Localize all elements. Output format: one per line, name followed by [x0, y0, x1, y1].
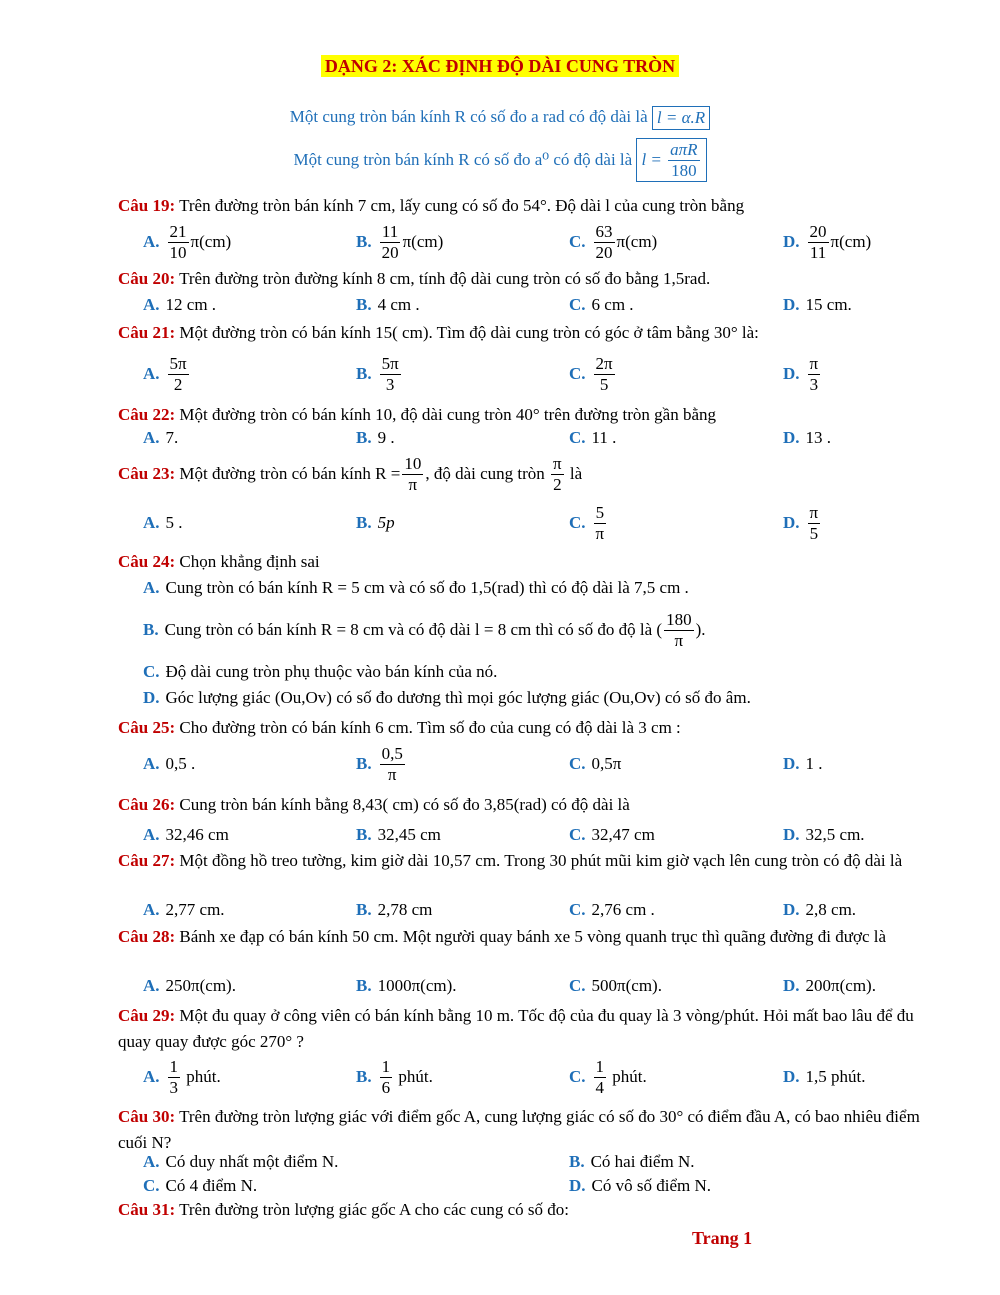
option-label: C. [569, 364, 586, 383]
text: 32,46 cm [165, 825, 229, 844]
text: Cung tròn có bán kính R = 8 cm và có độ dài l = 8 cm thì có số đo độ là ( [164, 620, 663, 639]
options-25 [143, 744, 943, 784]
fraction-numerator: 5 [595, 502, 605, 522]
text: 500π(cm). [591, 976, 662, 995]
option-label: B. [356, 232, 372, 251]
question-label: Câu 26: [118, 795, 176, 814]
question-27 [118, 848, 938, 874]
option-label: D. [783, 754, 800, 773]
option-label: D. [783, 900, 800, 919]
fraction-numerator: 5π [381, 353, 399, 373]
text: 1000π(cm). [377, 976, 457, 995]
option-d [569, 1174, 711, 1198]
text: ). [695, 620, 706, 639]
fraction-numerator: 21 [169, 221, 187, 241]
option-24-a [143, 575, 943, 601]
text: DẠNG 2: XÁC ĐỊNH ĐỘ DÀI CUNG TRÒN [321, 55, 679, 77]
option-label: A. [143, 900, 160, 919]
fraction-numerator: 0,5 [381, 743, 403, 763]
option-label: D. [783, 1067, 800, 1086]
text: Cung tròn bán kính bằng 8,43( cm) có số đo 3,85(rad) có độ dài là [179, 795, 630, 814]
fraction-denominator: π [408, 474, 418, 494]
option-label: A. [143, 825, 160, 844]
question-label: Câu 31: [118, 1200, 176, 1219]
text: Một cung tròn bán kính R có số đo a⁰ có độ dài là [293, 150, 633, 170]
text: Có 4 điểm N. [165, 1176, 258, 1195]
text: 2,78 cm [377, 900, 433, 919]
fraction-numerator: 2π [595, 353, 613, 373]
text: π(cm) [402, 232, 444, 251]
option-b [356, 354, 403, 394]
fraction [168, 1057, 181, 1097]
option-label: D. [783, 825, 800, 844]
option-label: C. [143, 662, 160, 681]
fraction-numerator: 1 [381, 1056, 391, 1076]
fraction-numerator: 63 [595, 221, 613, 241]
option-b [356, 897, 432, 923]
question-label: Câu 30: [118, 1107, 176, 1126]
text: Cung tròn có bán kính R = 5 cm và có số đo 1,5(rad) thì có độ dài là 7,5 cm . [165, 578, 689, 597]
question-label: Câu 19: [118, 196, 176, 215]
text: Một đường tròn có bán kính 15( cm). Tìm độ dài cung tròn có góc ở tâm bằng 30° là: [179, 323, 759, 342]
option-label: B. [356, 825, 372, 844]
fraction [402, 454, 423, 494]
options-22 [143, 425, 943, 451]
option-c [569, 972, 662, 1000]
option-label: B. [356, 1067, 372, 1086]
fraction [380, 354, 401, 394]
option-c [569, 503, 608, 543]
question-label: Câu 25: [118, 718, 176, 737]
options-21 [143, 354, 943, 394]
option-b [356, 222, 443, 262]
option-d [783, 822, 865, 848]
option-24-d [143, 685, 943, 711]
fraction-denominator: π [674, 630, 684, 650]
fraction-denominator: 4 [595, 1077, 605, 1097]
fraction-numerator: 10 [404, 453, 422, 473]
option-label: B. [356, 364, 372, 383]
fraction-denominator: 6 [381, 1077, 391, 1097]
text: Một đường tròn có bán kính 10, độ dài cung tròn 40° trên đường tròn gần bằng [179, 405, 717, 424]
option-c [569, 822, 655, 848]
fraction [668, 140, 699, 180]
option-a [143, 972, 236, 1000]
option-label: D. [569, 1176, 586, 1195]
option-a [143, 1150, 338, 1174]
fraction-numerator: 5π [169, 353, 187, 373]
text: , độ dài cung tròn [425, 464, 545, 483]
question-label: Câu 21: [118, 323, 176, 342]
option-c [143, 1174, 257, 1198]
text: 200π(cm). [805, 976, 876, 995]
option-b [356, 744, 407, 784]
option-d [783, 354, 822, 394]
text: 32,45 cm [377, 825, 441, 844]
fraction-denominator: 20 [595, 242, 613, 262]
fraction [808, 503, 821, 543]
options-30-row2 [143, 1174, 943, 1198]
text: 9 . [377, 428, 395, 447]
fraction-numerator: π [809, 502, 819, 522]
text: π(cm) [190, 232, 232, 251]
fraction [380, 222, 401, 262]
option-label: C. [569, 428, 586, 447]
option-c [569, 354, 617, 394]
fraction-denominator: 2 [173, 374, 183, 394]
text: là [569, 464, 583, 483]
formula-radian [0, 106, 1000, 130]
option-b [356, 972, 457, 1000]
fraction-numerator: aπR [670, 140, 698, 159]
text: 0,5π [591, 754, 622, 773]
options-28 [143, 972, 943, 1000]
text: 5 . [165, 513, 183, 532]
option-label: A. [143, 428, 160, 447]
option-d [783, 972, 876, 1000]
text: 12 cm . [165, 295, 217, 314]
fraction-numerator: 1 [595, 1056, 605, 1076]
question-label: Câu 22: [118, 405, 176, 424]
formula-degree-box [636, 138, 706, 182]
fraction-numerator: 1 [169, 1056, 179, 1076]
fraction [551, 454, 564, 494]
option-24-b [143, 608, 943, 652]
option-label: C. [569, 754, 586, 773]
option-label: A. [143, 295, 160, 314]
page-number: Trang 1 [692, 1228, 753, 1248]
fraction-denominator: π [387, 764, 397, 784]
text: π(cm) [830, 232, 872, 251]
option-a [143, 222, 231, 262]
fraction [664, 610, 694, 650]
option-label: C. [569, 976, 586, 995]
text: 7. [165, 428, 179, 447]
option-c [569, 897, 655, 923]
text: π(cm) [616, 232, 658, 251]
option-label: C. [143, 1176, 160, 1195]
option-label: C. [569, 513, 586, 532]
fraction [594, 354, 615, 394]
fraction [168, 222, 189, 262]
fraction-denominator: 11 [809, 242, 827, 262]
text: Trên đường tròn bán kính 7 cm, lấy cung có số đo 54°. Độ dài l của cung tròn bằng [179, 196, 745, 215]
text: Góc lượng giác (Ou,Ov) có số đo dương thì mọi góc lượng giác (Ou,Ov) có số đo âm. [165, 688, 751, 707]
fraction [168, 354, 189, 394]
fraction [808, 222, 829, 262]
option-label: B. [356, 513, 372, 532]
option-a [143, 744, 195, 784]
fraction-denominator: 2 [553, 474, 562, 494]
question-label: Câu 28: [118, 927, 176, 946]
fraction-denominator: 10 [169, 242, 187, 262]
question-21 [118, 320, 938, 346]
fraction-denominator: 3 [809, 374, 819, 394]
option-label: A. [143, 754, 160, 773]
option-a [143, 425, 178, 451]
option-label: A. [143, 578, 160, 597]
question-30 [118, 1104, 938, 1156]
question-28 [118, 924, 938, 950]
question-23 [118, 452, 918, 496]
option-a [143, 354, 191, 394]
text: Trên đường tròn đường kính 8 cm, tính độ dài cung tròn có số đo bằng 1,5rad. [179, 269, 711, 288]
text: 11 . [591, 428, 617, 447]
fraction [594, 222, 615, 262]
options-19 [143, 222, 943, 262]
option-label: C. [569, 232, 586, 251]
option-label: D. [783, 976, 800, 995]
options-26 [143, 822, 943, 848]
option-label: D. [783, 295, 800, 314]
option-d [783, 744, 823, 784]
option-a [143, 1057, 221, 1097]
fraction-numerator: π [553, 453, 562, 473]
option-a [143, 503, 183, 543]
formula-radian-box: l = α.R [652, 106, 710, 130]
option-d [783, 897, 856, 923]
option-label: C. [569, 1067, 586, 1086]
question-label: Câu 20: [118, 269, 176, 288]
question-19 [118, 193, 938, 219]
fraction-denominator: 180 [671, 160, 697, 180]
text: 13 . [805, 428, 832, 447]
text: 15 cm. [805, 295, 852, 314]
option-b [569, 1150, 694, 1174]
option-d [783, 1057, 866, 1097]
fraction-denominator: π [595, 523, 605, 543]
fraction-numerator: 20 [809, 221, 827, 241]
option-label: A. [143, 1152, 160, 1171]
option-label: C. [569, 825, 586, 844]
text: Một đồng hồ treo tường, kim giờ dài 10,57 cm. Trong 30 phút mũi kim giờ vạch lên cung tròn có độ dài là [179, 851, 903, 870]
text: 5p [377, 513, 395, 532]
text: Có duy nhất một điểm N. [165, 1152, 339, 1171]
text: 32,47 cm [591, 825, 655, 844]
option-c [569, 292, 634, 318]
text: Bánh xe đạp có bán kính 50 cm. Một người quay bánh xe 5 vòng quanh trục thì quãng đường đi được là [179, 927, 887, 946]
options-23 [143, 503, 943, 543]
option-c [569, 744, 621, 784]
option-24-c [143, 659, 943, 685]
text: Độ dài cung tròn phụ thuộc vào bán kính của nó. [165, 662, 498, 681]
text: 0,5 . [165, 754, 196, 773]
option-label: B. [356, 976, 372, 995]
text: Trên đường tròn lượng giác gốc A cho các cung có số đo: [179, 1200, 569, 1219]
text: Cho đường tròn có bán kính 6 cm. Tìm số đo của cung có độ dài là 3 cm : [179, 718, 681, 737]
text: 2,77 cm. [165, 900, 225, 919]
option-c [569, 1057, 647, 1097]
option-b [356, 292, 420, 318]
option-b [356, 425, 395, 451]
fraction [380, 744, 405, 784]
option-a [143, 292, 216, 318]
text: 250π(cm). [165, 976, 236, 995]
option-label: A. [143, 232, 160, 251]
fraction [380, 1057, 393, 1097]
fraction-denominator: 3 [169, 1077, 179, 1097]
option-label: D. [783, 513, 800, 532]
text: 2,76 cm . [591, 900, 655, 919]
question-label: Câu 27: [118, 851, 176, 870]
question-26 [118, 792, 938, 818]
option-b [356, 822, 441, 848]
fraction [808, 354, 821, 394]
question-29 [118, 1003, 938, 1055]
question-label: Câu 29: [118, 1006, 176, 1025]
option-label: C. [569, 900, 586, 919]
fraction [594, 503, 607, 543]
fraction [594, 1057, 607, 1097]
option-label: A. [143, 976, 160, 995]
question-label: Câu 23: [118, 464, 176, 483]
text: 32,5 cm. [805, 825, 865, 844]
text: 6 cm . [591, 295, 634, 314]
text: phút. [612, 1067, 647, 1086]
text: 4 cm . [377, 295, 420, 314]
option-b [356, 503, 395, 543]
text: Một đường tròn có bán kính R = [179, 464, 401, 483]
text: 1 . [805, 754, 823, 773]
option-c [569, 222, 657, 262]
option-label: D. [783, 428, 800, 447]
fraction-numerator: 11 [381, 221, 399, 241]
option-a [143, 897, 225, 923]
text: Chọn khẳng định sai [179, 552, 320, 571]
text: Một đu quay ở công viên có bán kính bằng 10 m. Tốc độ của đu quay là 3 vòng/phút. Hỏi mất bao lâu để đu quay quay được góc 270° ? [118, 1006, 914, 1051]
fraction-denominator: 5 [809, 523, 819, 543]
option-label: A. [143, 513, 160, 532]
text: phút. [186, 1067, 221, 1086]
fraction-denominator: 3 [385, 374, 395, 394]
option-label: A. [143, 1067, 160, 1086]
option-label: B. [356, 428, 372, 447]
option-d [783, 222, 871, 262]
option-label: D. [143, 688, 160, 707]
option-c [569, 425, 616, 451]
fraction-denominator: 5 [599, 374, 609, 394]
option-label: C. [569, 295, 586, 314]
option-label: B. [143, 620, 159, 639]
options-20 [143, 292, 943, 318]
fraction-numerator: π [809, 353, 819, 373]
question-31 [118, 1197, 938, 1223]
text: Một cung tròn bán kính R có số đo a rad có độ dài là [289, 106, 648, 126]
options-29 [143, 1057, 943, 1097]
options-27 [143, 897, 943, 923]
fraction-numerator: 180 [666, 609, 692, 629]
text: Có hai điểm N. [590, 1152, 695, 1171]
option-label: D. [783, 364, 800, 383]
option-d [783, 425, 831, 451]
text: phút. [398, 1067, 433, 1086]
fraction-denominator: 20 [381, 242, 399, 262]
option-label: A. [143, 364, 160, 383]
question-20 [118, 266, 938, 292]
option-label: B. [356, 295, 372, 314]
text: l = [641, 150, 662, 170]
text: Trên đường tròn lượng giác với điểm gốc A, cung lượng giác có số đo 30° có điểm đầu A, có bao nhiêu điểm cuối N? [118, 1107, 920, 1152]
option-d [783, 503, 822, 543]
option-label: D. [783, 232, 800, 251]
question-24 [118, 549, 938, 575]
option-a [143, 822, 229, 848]
section-title [0, 56, 1000, 77]
text: 2,8 cm. [805, 900, 857, 919]
option-d [783, 292, 852, 318]
formula-degree [0, 138, 1000, 182]
option-label: B. [356, 900, 372, 919]
question-25 [118, 715, 938, 741]
text: 1,5 phút. [805, 1067, 866, 1086]
question-label: Câu 24: [118, 552, 176, 571]
options-30-row1 [143, 1150, 943, 1174]
option-label: B. [356, 754, 372, 773]
option-label: B. [569, 1152, 585, 1171]
text: Có vô số điểm N. [591, 1176, 712, 1195]
option-b [356, 1057, 433, 1097]
